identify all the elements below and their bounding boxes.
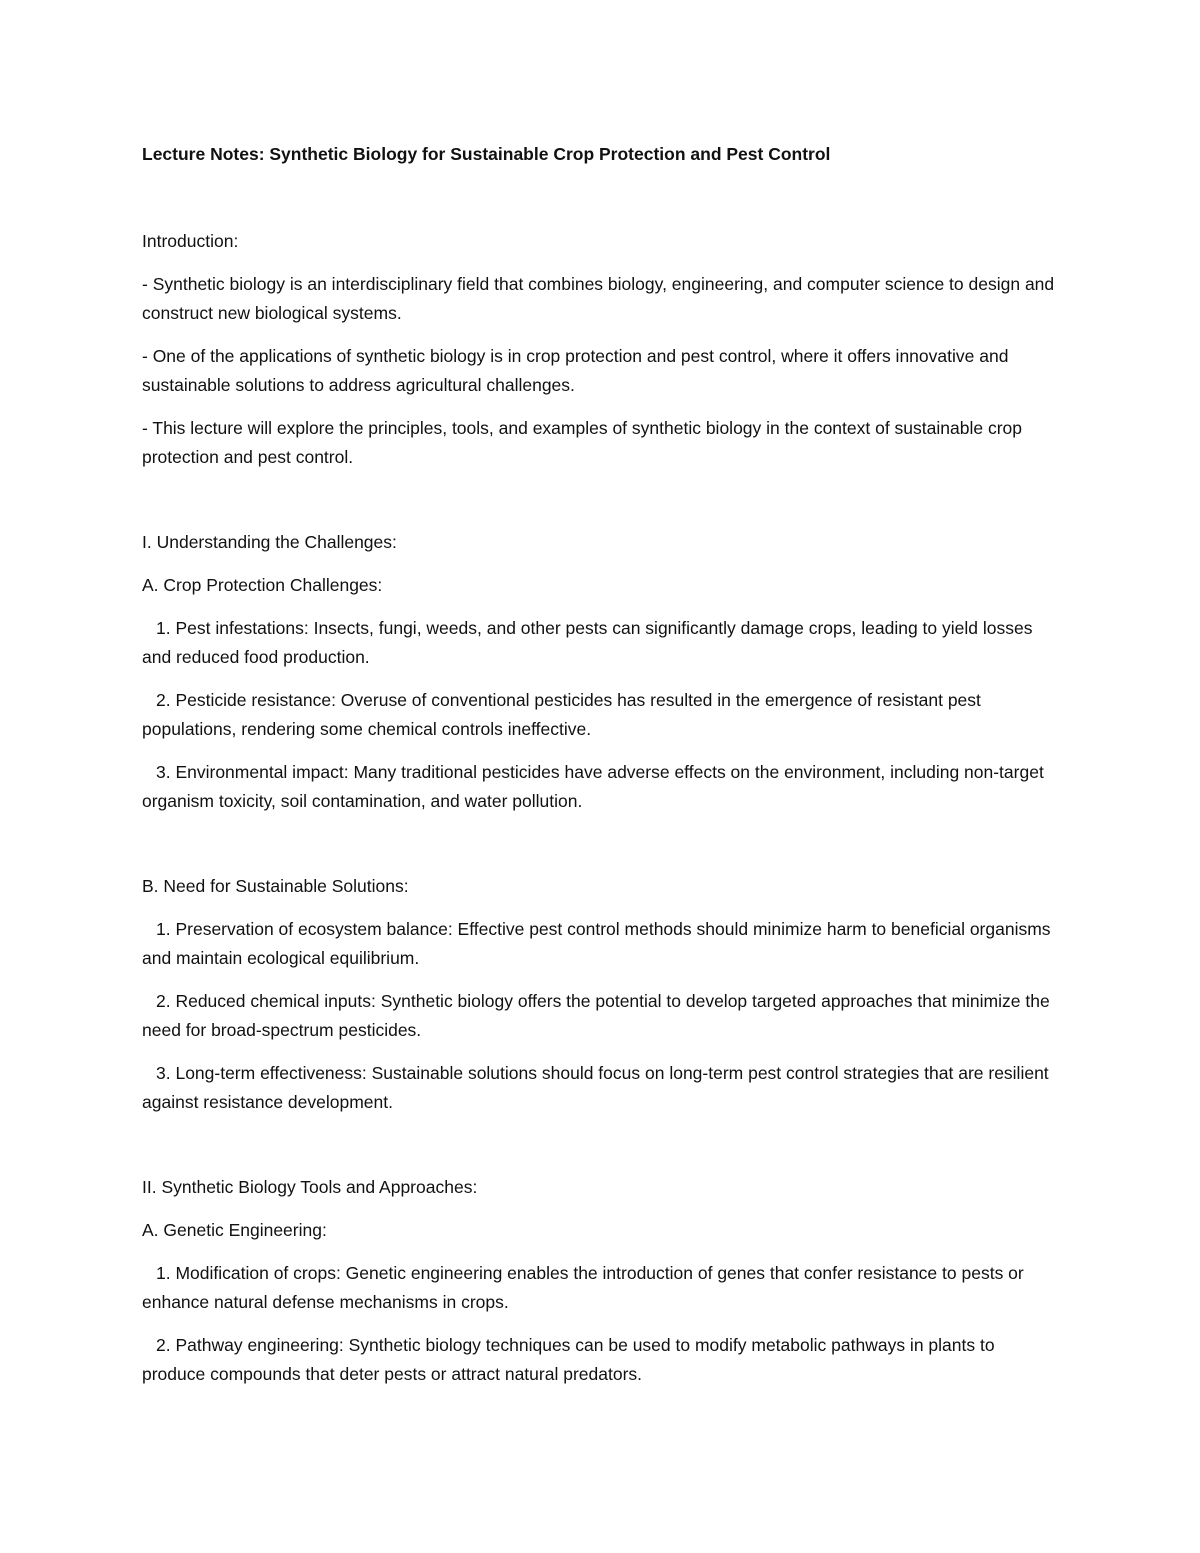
section-heading: I. Understanding the Challenges:	[142, 532, 397, 552]
spacer	[142, 830, 1062, 872]
introduction-point: - Synthetic biology is an interdisciplinary field that combines biology, engineering, and computer science to design and construct new biological systems.	[142, 274, 1055, 323]
introduction-point: - One of the applications of synthetic biology is in crop protection and pest control, where it offers innovative and sustainable solutions to address agricultural challenges.	[142, 346, 1009, 395]
introduction-point: - This lecture will explore the principles, tools, and examples of synthetic biology in the context of sustainable crop protection and pest control.	[142, 418, 1022, 467]
list-item: 2. Pesticide resistance: Overuse of conventional pesticides has resulted in the emergence of resistant pest populations, rendering some chemical controls ineffective.	[142, 690, 981, 739]
introduction-heading: Introduction:	[142, 231, 239, 251]
spacer	[142, 486, 1062, 528]
list-item: 2. Reduced chemical inputs: Synthetic biology offers the potential to develop targeted approaches that minimize the need for broad-spectrum pesticides.	[142, 991, 1050, 1040]
spacer	[142, 1131, 1062, 1173]
spacer	[142, 169, 1062, 227]
subsection-heading: A. Genetic Engineering:	[142, 1220, 327, 1240]
list-item: 3. Long-term effectiveness: Sustainable solutions should focus on long-term pest control strategies that are resilient against resistance development.	[142, 1063, 1049, 1112]
list-item: 3. Environmental impact: Many traditional pesticides have adverse effects on the environment, including non-target organism toxicity, soil contamination, and water pollution.	[142, 762, 1044, 811]
subsection-heading: B. Need for Sustainable Solutions:	[142, 876, 409, 896]
document-body	[142, 140, 1062, 1403]
list-item: 1. Preservation of ecosystem balance: Effective pest control methods should minimize harm to beneficial organisms and maintain ecological equilibrium.	[142, 919, 1051, 968]
subsection-heading: A. Crop Protection Challenges:	[142, 575, 383, 595]
list-item: 1. Modification of crops: Genetic engineering enables the introduction of genes that confer resistance to pests or enhance natural defense mechanisms in crops.	[142, 1263, 1024, 1312]
list-item: 1. Pest infestations: Insects, fungi, weeds, and other pests can significantly damage crops, leading to yield losses and reduced food production.	[142, 618, 1033, 667]
list-item: 2. Pathway engineering: Synthetic biology techniques can be used to modify metabolic pathways in plants to produce compounds that deter pests or attract natural predators.	[142, 1335, 995, 1384]
section-heading: II. Synthetic Biology Tools and Approaches:	[142, 1177, 478, 1197]
document-title: Lecture Notes: Synthetic Biology for Sustainable Crop Protection and Pest Control	[142, 144, 831, 164]
